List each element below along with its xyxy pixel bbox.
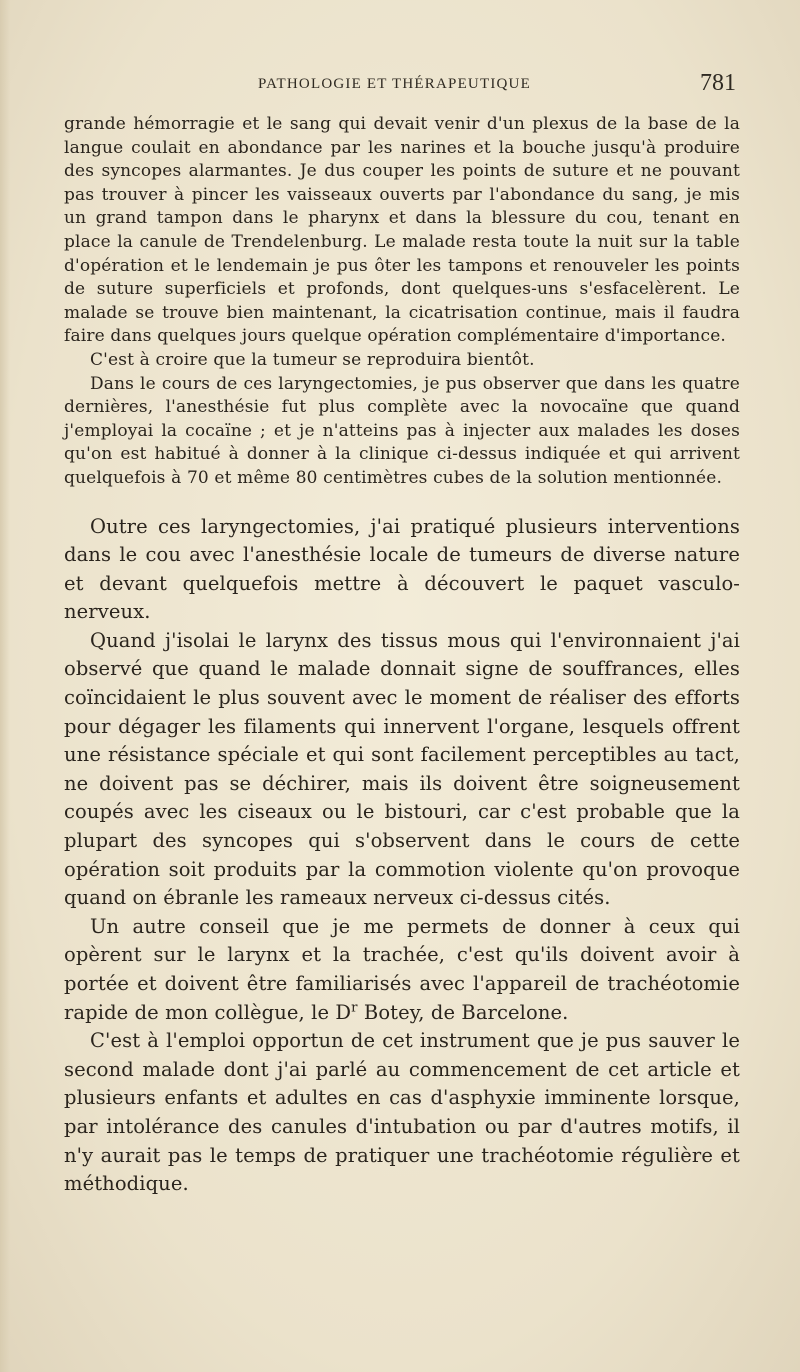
page-edge-shadow: [0, 0, 10, 1372]
section-small-print: [64, 113, 740, 491]
paragraph: grande hémorragie et le sang qui devait venir d'un plexus de la base de la langue coulait en abondance par les narines et la bouche jusqu'à produire des syncopes alarmantes. Je dus couper les points de suture et ne pouvant pas trouver à pincer les vaisseaux ouverts par l'abondance du sang, je mis un grand tampon dans le pharynx et dans la blessure du cou, tenant en place la canule de Trendelenburg. Le malade resta toute la nuit sur la table d'opération et le lendemain je pus ôter les tampons et renouveler les points de suture superficiels et profonds, dont quelques-uns s'esfacelèrent. Le malade se trouve bien maintenant, la cicatrisation continue, mais il faudra faire dans quelques jours quelque opération complémentaire d'importance.: [64, 114, 740, 347]
page-header: [0, 72, 800, 102]
paragraph: Outre ces laryngectomies, j'ai pratiqué plusieurs interventions dans le cou avec l'anesthésie locale de tumeurs de diverse nature et devant quelquefois mettre à découvert le paquet vasculo-nerveux.: [64, 514, 740, 624]
paragraph: C'est à croire que la tumeur se reproduira bientôt.: [90, 349, 535, 370]
section-large-print: [64, 513, 740, 1199]
body-text: [64, 113, 740, 1199]
paragraph: [64, 913, 740, 1027]
paragraph: C'est à l'emploi opportun de cet instrument que je pus sauver le second malade dont j'ai parlé au commencement de cet article et plusieurs enfants et adultes en cas d'asphyxie imminente lorsque, par intolérance des canules d'intubation ou par d'autres motifs, il n'y aurait pas le temps de pratiquer une trachéotomie régulière et méthodique.: [64, 1029, 740, 1196]
paragraph: Quand j'isolai le larynx des tissus mous qui l'environnaient j'ai observé que quand le malade donnait signe de souffrances, elles coïncidaient le plus souvent avec le moment de réaliser des efforts pour dégager les filaments qui innervent l'organe, lesquels offrent une résistance spéciale et qui sont facilement perceptibles au tact, ne doivent pas se déchirer, mais ils doivent être soigneusement coupés avec les ciseaux ou le bistouri, car c'est probable que la plupart des syncopes qui s'observent dans le cours de cette opération soit produits par la commotion violente qu'on provoque quand on ébranle les rameaux nerveux ci-dessus cités.: [64, 628, 740, 910]
superscript: r: [351, 1000, 358, 1016]
paragraph-text: Botey, de Barcelone.: [357, 1000, 569, 1024]
paragraph: Dans le cours de ces laryngectomies, je pus observer que dans les quatre dernières, l'anesthésie fut plus complète avec la novocaïne que quand j'employai la cocaïne ; et je n'atteins pas à injecter aux malades les doses qu'on est habitué à donner à la clinique ci-dessus indiquée et qui arrivent quelquefois à 70 et même 80 centimètres cubes de la solution mentionnée.: [64, 373, 740, 488]
paragraph-text: Un autre conseil que je me permets de donner à ceux qui opèrent sur le larynx et la trachée, c'est qu'ils doivent avoir à portée et doivent être familiarisés avec l'appareil de trachéotomie rapide de mon collègue, le D: [64, 914, 740, 1024]
section-gap: [64, 491, 740, 513]
page-number: 781: [700, 70, 736, 96]
running-title: PATHOLOGIE ET THÉRAPEUTIQUE: [258, 76, 531, 92]
